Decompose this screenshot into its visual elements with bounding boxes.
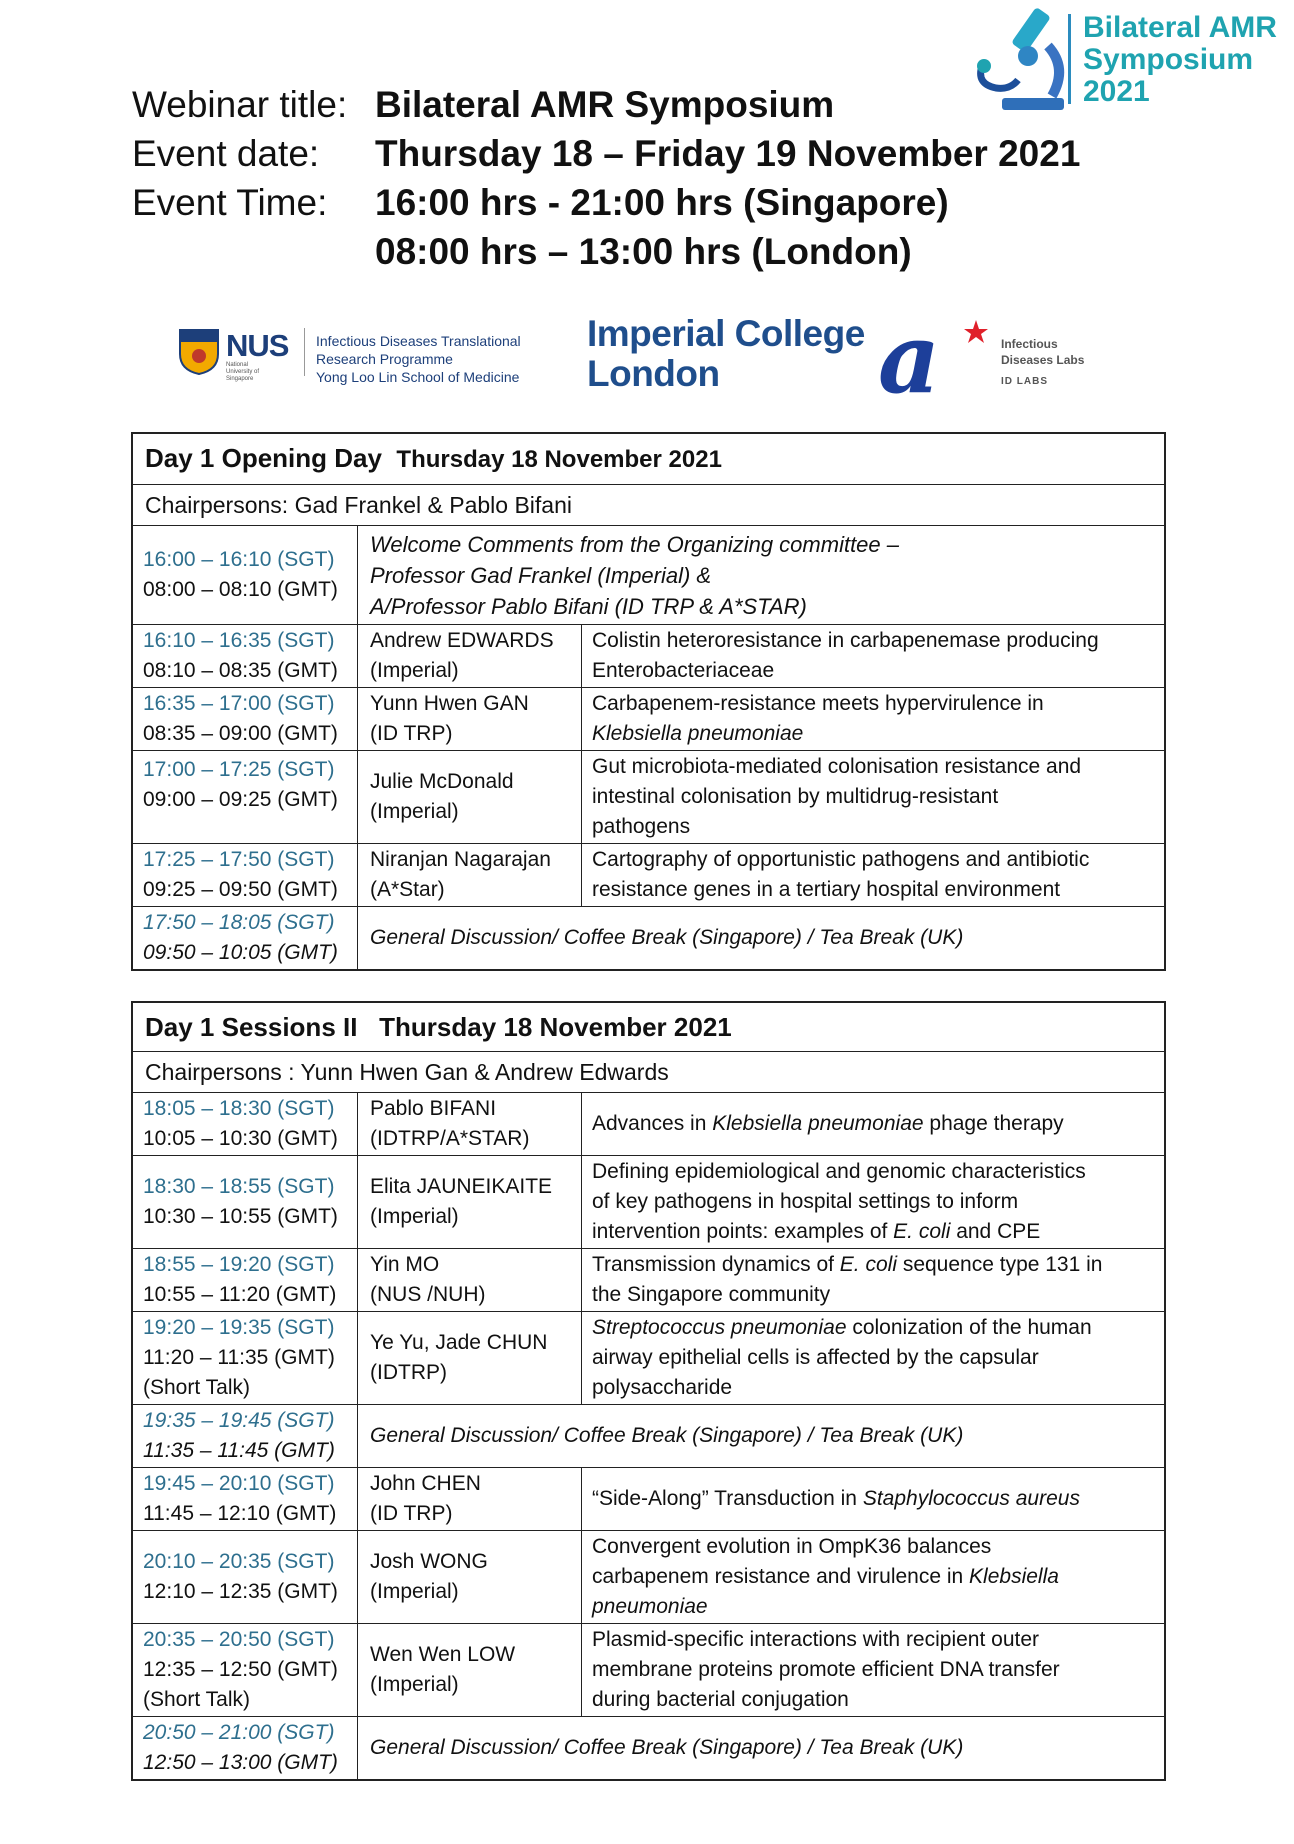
day1-heading: Day 1 Opening Day Thursday 18 November 2021 bbox=[145, 443, 722, 473]
nus-crest-icon bbox=[178, 328, 220, 376]
sessions-ii-heading: Day 1 Sessions II Thursday 18 November 2021 bbox=[145, 1012, 732, 1042]
logo-line-2: Symposium bbox=[1083, 43, 1254, 76]
table-row: 17:25 – 17:50 (SGT) 09:25 – 09:50 (GMT) Niranjan Nagarajan (A*Star) Cartography of opportunistic pathogens and antibiotic resistance genes in a tertiary hospital environment bbox=[133, 843, 1164, 906]
imperial-college-logo: Imperial College London bbox=[587, 313, 865, 394]
table-row: 18:05 – 18:30 (SGT) 10:05 – 10:30 (GMT) Pablo BIFANI (IDTRP/A*STAR) Advances in Klebsiella pneumoniae phage therapy bbox=[133, 1092, 1164, 1155]
table-row: 18:30 – 18:55 (SGT) 10:30 – 10:55 (GMT) Elita JAUNEIKAITE (Imperial) Defining epidemiological and genomic characteristics of key pathogens in hospital settings to inform intervention points: examples of E. coli and CPE bbox=[133, 1155, 1164, 1248]
table-row: 16:35 – 17:00 (SGT) 08:35 – 09:00 (GMT) Yunn Hwen GAN (ID TRP) Carbapenem-resistance meets hypervirulence in Klebsiella pneumoniae bbox=[133, 687, 1164, 750]
id-labs-title: Infectious Diseases Labs bbox=[1001, 337, 1085, 367]
nus-wordmark: NUS bbox=[226, 328, 289, 363]
astar-logo-icon bbox=[878, 314, 998, 398]
time-label: Event Time: bbox=[132, 182, 328, 223]
day1-sessions-ii-table bbox=[131, 1001, 1166, 1781]
table-row: 19:20 – 19:35 (SGT) 11:20 – 11:35 (GMT) (Short Talk) Ye Yu, Jade CHUN (IDTRP) Streptococcus pneumoniae colonization of the human airway epithelial cells is affected by the capsular polysaccharide bbox=[133, 1311, 1164, 1404]
id-labs-subtitle: ID LABS bbox=[1001, 376, 1048, 387]
table-row: 16:00 – 16:10 (SGT) 08:00 – 08:10 (GMT) Welcome Comments from the Organizing committee – Professor Gad Frankel (Imperial) & A/Professor Pablo Bifani (ID TRP & A*STAR) bbox=[133, 525, 1164, 624]
title-value: Bilateral AMR Symposium bbox=[375, 84, 835, 125]
title-label: Webinar title: bbox=[132, 84, 348, 125]
logo-line-3: 2021 bbox=[1083, 75, 1150, 108]
table-row: 17:00 – 17:25 (SGT) 09:00 – 09:25 (GMT) Julie McDonald (Imperial) Gut microbiota-mediated colonisation resistance and intestinal colonisation by multidrug-resistant pathogens bbox=[133, 750, 1164, 843]
table-row: 20:50 – 21:00 (SGT) 12:50 – 13:00 (GMT) General Discussion/ Coffee Break (Singapore) / Tea Break (UK) bbox=[133, 1716, 1164, 1779]
table-row: 19:35 – 19:45 (SGT) 11:35 – 11:45 (GMT) General Discussion/ Coffee Break (Singapore) / Tea Break (UK) bbox=[133, 1404, 1164, 1467]
table-row: 19:45 – 20:10 (SGT) 11:45 – 12:10 (GMT) John CHEN (ID TRP) “Side-Along” Transduction in Staphylococcus aureus bbox=[133, 1467, 1164, 1530]
event-header bbox=[132, 80, 1080, 276]
nus-programme-text: Infectious Diseases Translational Research Programme Yong Loo Lin School of Medicine bbox=[316, 333, 521, 385]
date-label: Event date: bbox=[132, 133, 320, 174]
table-row: 17:50 – 18:05 (SGT) 09:50 – 10:05 (GMT) General Discussion/ Coffee Break (Singapore) / Tea Break (UK) bbox=[133, 906, 1164, 969]
logo-line-1: Bilateral AMR bbox=[1083, 11, 1277, 44]
table-row: 18:55 – 19:20 (SGT) 10:55 – 11:20 (GMT) Yin MO (NUS /NUH) Transmission dynamics of E. coli sequence type 131 in the Singapore community bbox=[133, 1248, 1164, 1311]
partner-logos bbox=[178, 314, 1108, 414]
svg-text:a: a bbox=[878, 314, 941, 398]
sessions-ii-chairpersons: Chairpersons : Yunn Hwen Gan & Andrew Edwards bbox=[145, 1059, 669, 1085]
table-row: 20:35 – 20:50 (SGT) 12:35 – 12:50 (GMT) (Short Talk) Wen Wen LOW (Imperial) Plasmid-specific interactions with recipient outer membrane proteins promote efficient DNA transfer during bacterial conjugation bbox=[133, 1623, 1164, 1716]
nus-small-text: National University of Singapore bbox=[226, 362, 260, 382]
time-value-london: 08:00 hrs – 13:00 hrs (London) bbox=[375, 231, 912, 272]
date-value: Thursday 18 – Friday 19 November 2021 bbox=[375, 133, 1081, 174]
table-row: 20:10 – 20:35 (SGT) 12:10 – 12:35 (GMT) Josh WONG (Imperial) Convergent evolution in OmpK36 balances carbapenem resistance and virulence in Klebsiella pneumoniae bbox=[133, 1530, 1164, 1623]
day1-chairpersons: Chairpersons: Gad Frankel & Pablo Bifani bbox=[145, 492, 572, 518]
symposium-logo-text bbox=[1083, 12, 1277, 108]
nus-divider bbox=[304, 328, 305, 376]
table-row: 16:10 – 16:35 (SGT) 08:10 – 08:35 (GMT) Andrew EDWARDS (Imperial) Colistin heteroresistance in carbapenemase producing Enterobacteriaceae bbox=[133, 624, 1164, 687]
time-value-sg: 16:00 hrs - 21:00 hrs (Singapore) bbox=[375, 182, 949, 223]
day1-schedule-table bbox=[131, 432, 1166, 971]
